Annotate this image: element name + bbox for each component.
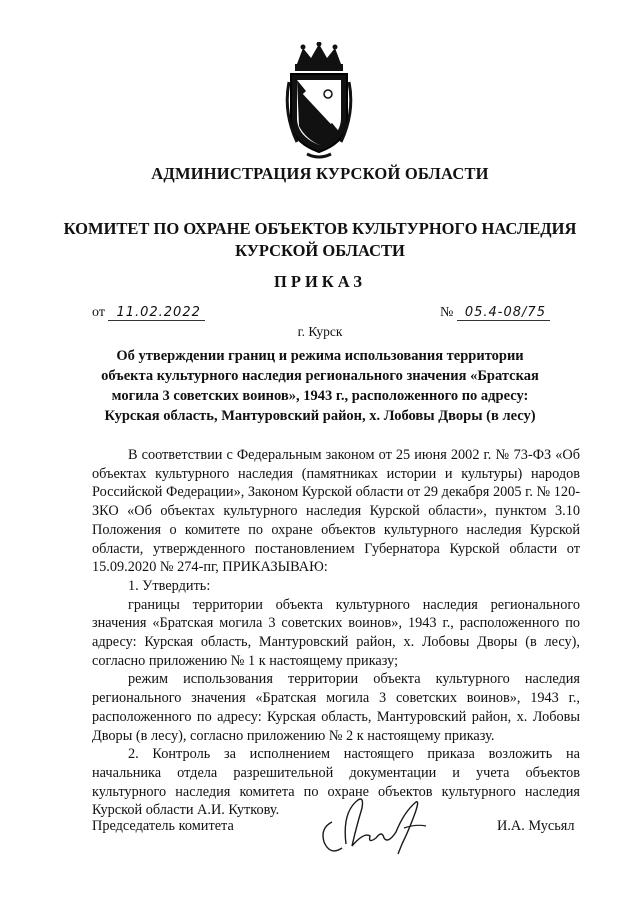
committee-heading-line2: КУРСКОЙ ОБЛАСТИ xyxy=(235,241,405,260)
number-prefix: № xyxy=(440,305,454,320)
administration-heading: АДМИНИСТРАЦИЯ КУРСКОЙ ОБЛАСТИ xyxy=(151,164,489,183)
body-paragraph-preamble: В соответствии с Федеральным законом от 25 июня 2002 г. № 73-ФЗ «Об объектах культурного наследия (памятниках истории и культуры) народов Российской Федерации», Законом Курской области от 29 декабря 2005 г. № 120-ЗКО «Об объектах культурного наследия Курской области», пунктом 3.10 Положения о комитете по охране объектов культурного наследия Курской области, утвержденного постановлением Губернатора Курской области от 15.09.2020 № 274-пг, ПРИКАЗЫВАЮ: xyxy=(92,447,580,576)
order-subject xyxy=(95,346,545,426)
body-paragraph-approve: 1. Утвердить: xyxy=(128,577,211,594)
body-paragraph-boundaries: границы территории объекта культурного наследия регионального значения «Братская могила 3 советских воинов», 1943 г., расположенного по адресу: Курская область, Мантуровский район, х. Лобовы Дворы (в лесу), согласно приложению № 1 к настоящему приказу; xyxy=(92,596,580,669)
signatory-name: И.А. Мусьял xyxy=(497,818,575,834)
committee-heading xyxy=(60,218,580,262)
order-date xyxy=(92,305,205,321)
city-label: г. Курск xyxy=(297,324,343,339)
document-type-heading: ПРИКАЗ xyxy=(274,272,366,291)
handwritten-signature xyxy=(312,782,432,862)
subject-line3: могила 3 советских воинов», 1943 г., расположенного по адресу: xyxy=(111,388,529,404)
order-body xyxy=(92,446,580,820)
subject-line2: объекта культурного наследия регионального значения «Братская xyxy=(101,368,539,384)
body-paragraph-regime: режим использования территории объекта культурного наследия регионального значения «Братская могила 3 советских воинов», 1943 г., расположенного по адресу: Курская область, Мантуровский район, х. Лобовы Дворы (в лесу), согласно приложению № 2 к настоящему приказу. xyxy=(92,671,580,744)
order-number xyxy=(440,305,550,321)
committee-heading-line1: КОМИТЕТ ПО ОХРАНЕ ОБЪЕКТОВ КУЛЬТУРНОГО НАСЛЕДИЯ xyxy=(63,219,577,238)
signatory-role: Председатель комитета xyxy=(92,818,234,834)
coat-of-arms-icon xyxy=(283,42,355,162)
date-value: 11.02.2022 xyxy=(108,305,204,321)
subject-line1: Об утверждении границ и режима использования территории xyxy=(116,348,524,364)
number-value: 05.4-08/75 xyxy=(457,305,550,321)
date-prefix: от xyxy=(92,305,105,320)
body-paragraph-control: 2. Контроль за исполнением настоящего приказа возложить на начальника отдела разрешительной документации и учета объектов культурного наследия комитета по охране объектов культурного наследия Курской области А.И. Куткову. xyxy=(92,746,580,819)
subject-line4: Курская область, Мантуровский район, х. Лобовы Дворы (в лесу) xyxy=(104,408,536,424)
